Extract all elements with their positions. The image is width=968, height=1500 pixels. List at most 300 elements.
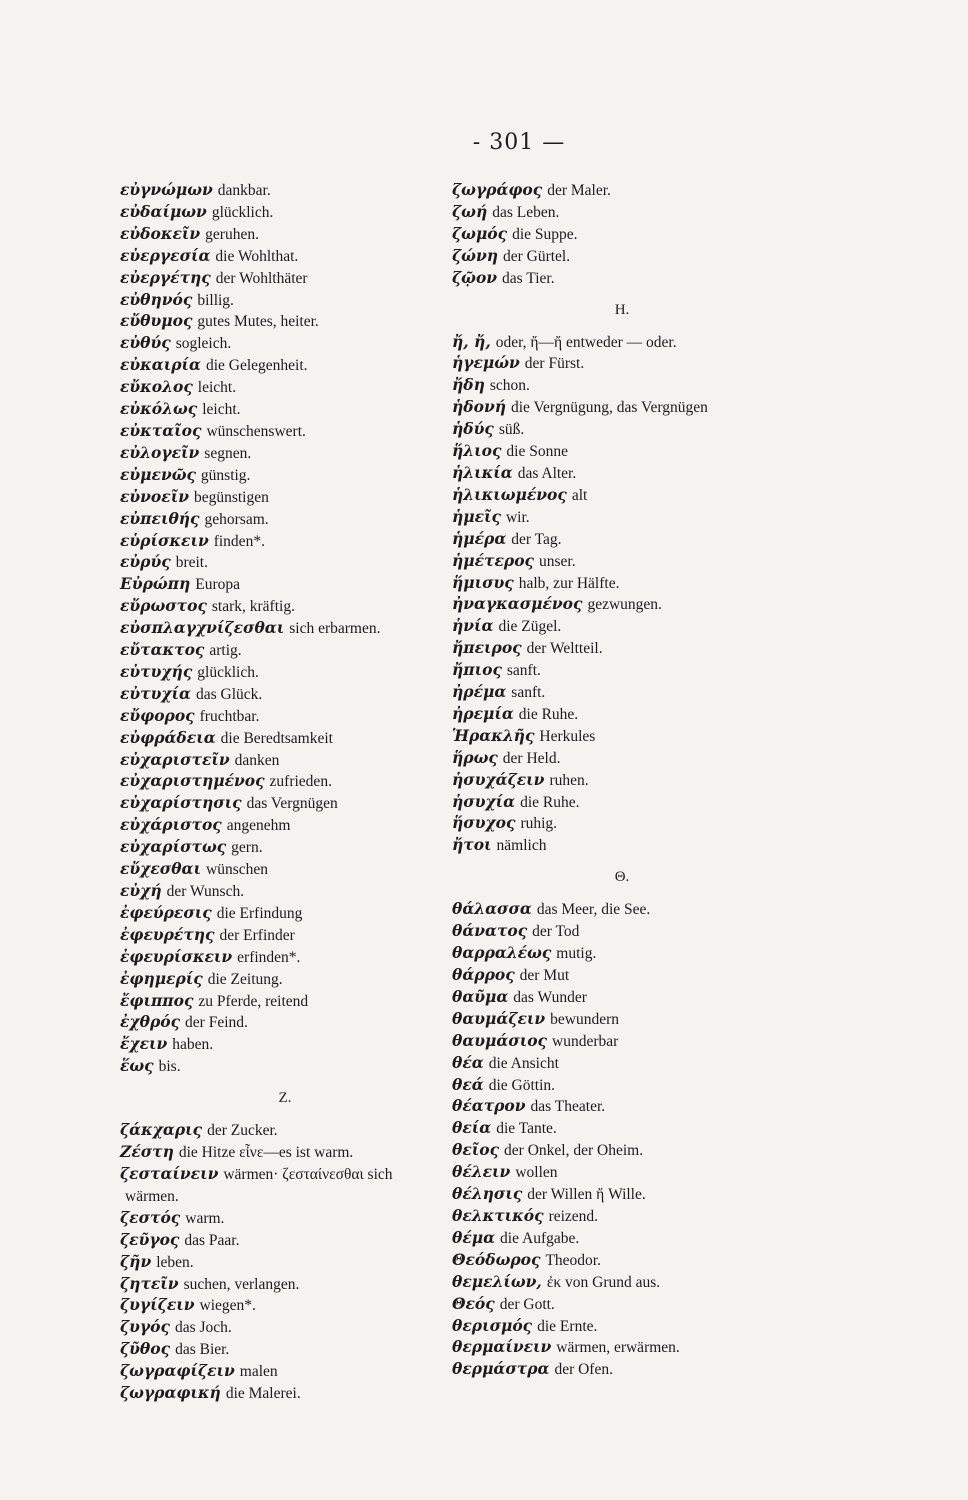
german-translation: der Ofen. — [554, 1361, 613, 1379]
greek-term: Θεός — [452, 1293, 495, 1313]
german-translation: ruhig. — [520, 815, 558, 833]
dictionary-entry — [452, 507, 792, 529]
greek-term: εὐχή — [120, 881, 162, 900]
dictionary-entry — [452, 246, 792, 268]
greek-term: εὐκταῖος — [120, 420, 202, 440]
greek-term: εὔχεσθαι — [120, 859, 201, 879]
dictionary-entry — [120, 618, 450, 640]
dictionary-entry — [452, 224, 792, 246]
greek-term: ἡσυχάζειν — [452, 769, 545, 789]
greek-term: θαρραλέως — [452, 943, 552, 963]
german-translation: der Gürtel. — [502, 247, 571, 265]
german-translation: leicht. — [197, 379, 237, 397]
dictionary-entry — [120, 771, 450, 793]
german-translation: die Beredtsamkeit — [220, 729, 333, 747]
german-translation: die Hitze εἶνε—es ist warm. — [178, 1144, 354, 1162]
dictionary-entry — [120, 815, 450, 837]
german-translation: angenehm — [226, 817, 291, 835]
entry-list — [452, 899, 792, 1381]
dictionary-entry — [120, 290, 450, 312]
greek-term: ἤδη — [452, 375, 485, 395]
dictionary-entry — [452, 268, 792, 290]
german-translation: segnen. — [204, 444, 252, 462]
greek-term: εὐχαριστεῖν — [120, 749, 230, 769]
german-translation: die Ansicht — [488, 1054, 559, 1072]
greek-term: εὐμενῶς — [120, 464, 196, 484]
greek-term: ζώνη — [452, 245, 498, 265]
dictionary-entry — [120, 1383, 450, 1405]
greek-term: εὔθυμος — [120, 311, 193, 331]
german-translation: günstig. — [200, 466, 251, 484]
german-translation: gutes Mutes, heiter. — [197, 313, 319, 331]
greek-term: ἡσυχία — [452, 791, 516, 811]
dictionary-entry — [120, 399, 450, 421]
german-translation: das Meer, die See. — [536, 901, 651, 919]
greek-term: ζητεῖν — [120, 1273, 179, 1293]
german-translation: die Aufgabe. — [500, 1229, 580, 1247]
german-translation: billig. — [197, 291, 234, 309]
greek-term: ἔχειν — [120, 1034, 168, 1054]
dictionary-entry — [452, 1228, 792, 1250]
german-translation: die Sonne — [506, 443, 568, 461]
german-translation: die Zeitung. — [207, 970, 283, 988]
german-translation: wiegen*. — [199, 1297, 256, 1315]
german-translation: das Leben. — [492, 203, 560, 221]
greek-term: εὐθύς — [120, 333, 171, 353]
dictionary-entry — [452, 835, 792, 857]
greek-term: εὐτυχής — [120, 661, 193, 681]
greek-term: θάρρος — [452, 965, 515, 984]
dictionary-entry — [120, 1339, 450, 1361]
greek-term: Θεόδωρος — [452, 1249, 541, 1269]
german-translation: breit. — [175, 554, 208, 572]
greek-term: εὐχαρίστως — [120, 837, 227, 857]
dictionary-entry — [452, 1075, 792, 1097]
german-translation: schon. — [489, 377, 530, 395]
german-translation: stark, kräftig. — [211, 598, 295, 616]
dictionary-entry — [120, 1012, 450, 1034]
dictionary-entry — [452, 987, 792, 1009]
greek-term: θαυμάσιος — [452, 1030, 547, 1050]
greek-term: ζωγράφος — [452, 180, 543, 199]
greek-term: ζεῦγος — [120, 1229, 180, 1249]
greek-term: εὐδαίμων — [120, 201, 207, 221]
dictionary-entry — [452, 594, 792, 616]
greek-term: θερμαίνειν — [452, 1337, 552, 1357]
dictionary-entry — [120, 1186, 450, 1208]
greek-term: ἤπειρος — [452, 638, 522, 658]
german-translation: die Gelegenheit. — [205, 357, 308, 375]
greek-term: ζῷον — [452, 267, 498, 287]
dictionary-entry — [120, 552, 450, 574]
greek-term: εὔρωστος — [120, 596, 207, 616]
entry-list — [120, 180, 450, 1078]
german-translation: ruhen. — [549, 771, 589, 789]
greek-term: ἥσυχος — [452, 813, 516, 833]
german-translation: Theodor. — [545, 1251, 601, 1269]
greek-term: εὐκαιρία — [120, 355, 201, 375]
section-heading-h: H. — [614, 301, 630, 318]
dictionary-entry — [120, 728, 450, 750]
dictionary-entry — [120, 1274, 450, 1296]
dictionary-entry — [120, 991, 450, 1013]
german-translation: sogleich. — [175, 335, 232, 353]
german-translation: erfinden*. — [237, 948, 301, 966]
dictionary-entry — [452, 202, 792, 224]
german-translation: die Tante. — [496, 1120, 557, 1138]
german-translation: die Ruhe. — [520, 793, 580, 811]
greek-term: εὔκολος — [120, 377, 193, 397]
dictionary-entry — [120, 1142, 450, 1164]
section-heading-theta: Θ. — [614, 869, 630, 886]
greek-term: θερισμός — [452, 1315, 533, 1335]
dictionary-entry — [120, 859, 450, 881]
german-translation: das Theater. — [530, 1098, 606, 1116]
dictionary-entry — [452, 965, 792, 987]
german-translation: fruchtbar. — [199, 707, 260, 725]
dictionary-entry — [120, 574, 450, 596]
dictionary-entry — [452, 682, 792, 704]
dictionary-entry — [452, 1294, 792, 1316]
dictionary-entry — [120, 640, 450, 662]
greek-term: ἡγεμών — [452, 353, 520, 373]
dictionary-entry — [452, 1337, 792, 1359]
dictionary-entry — [120, 969, 450, 991]
dictionary-entry — [452, 1316, 792, 1338]
german-translation: wunderbar — [552, 1032, 619, 1050]
german-translation: der Feind. — [185, 1014, 248, 1032]
dictionary-entry — [120, 377, 450, 399]
dictionary-entry — [452, 1184, 792, 1206]
greek-term: θεῖος — [452, 1140, 500, 1160]
german-translation: der Onkel, der Oheim. — [504, 1142, 644, 1160]
german-translation: wünschen — [206, 861, 268, 879]
dictionary-entry — [452, 419, 792, 441]
german-translation: die Zügel. — [498, 618, 562, 636]
dictionary-entry — [452, 792, 792, 814]
greek-term: θαῦμα — [452, 986, 509, 1006]
greek-term: ἡνία — [452, 616, 494, 636]
greek-term: ζωγραφίζειν — [120, 1361, 235, 1381]
german-translation: der Weltteil. — [526, 640, 603, 658]
dictionary-entry — [452, 726, 792, 748]
greek-term: ἥμισυς — [452, 572, 514, 592]
dictionary-entry — [452, 813, 792, 835]
greek-term: ζωγραφική — [120, 1383, 221, 1403]
german-translation: leben. — [156, 1253, 194, 1271]
greek-term: ἡδονή — [452, 397, 506, 417]
right-column — [452, 180, 792, 1381]
german-translation: bis. — [158, 1058, 181, 1076]
german-translation: glücklich. — [211, 203, 274, 221]
entry-list — [452, 180, 792, 290]
german-translation: der Erfinder — [219, 926, 295, 944]
greek-term: ἥλιος — [452, 441, 502, 461]
dictionary-entry — [120, 355, 450, 377]
dictionary-entry — [452, 899, 792, 921]
greek-term: εὐδοκεῖν — [120, 223, 201, 243]
german-translation: das Joch. — [174, 1319, 232, 1337]
greek-term: εὐεργέτης — [120, 267, 211, 287]
dictionary-entry — [120, 706, 450, 728]
german-translation: zufrieden. — [269, 773, 332, 791]
dictionary-entry — [120, 1252, 450, 1274]
german-translation: das Wunder — [513, 988, 587, 1006]
dictionary-entry — [120, 684, 450, 706]
dictionary-entry — [120, 443, 450, 465]
greek-term: θέατρον — [452, 1096, 526, 1116]
dictionary-entry — [452, 485, 792, 507]
german-translation: zu Pferde, reitend — [198, 992, 309, 1010]
dictionary-entry — [120, 487, 450, 509]
dictionary-entry — [452, 573, 792, 595]
german-translation: leicht. — [202, 401, 241, 419]
greek-term: εὐφράδεια — [120, 727, 216, 747]
greek-term: θάλασσα — [452, 899, 532, 919]
german-translation: bewundern — [550, 1010, 620, 1028]
dictionary-entry — [120, 311, 450, 333]
german-translation: die Wohlthat. — [215, 247, 299, 265]
left-column — [120, 180, 450, 1405]
greek-term: ἐφεύρεσις — [120, 902, 212, 922]
dictionary-entry — [120, 596, 450, 618]
dictionary-entry — [452, 1140, 792, 1162]
greek-term: εὐγνώμων — [120, 180, 213, 199]
dictionary-entry — [452, 1162, 792, 1184]
german-translation: gehorsam. — [204, 510, 269, 528]
dictionary-entry — [452, 1250, 792, 1272]
german-translation: die Erfindung — [216, 904, 303, 922]
greek-term: θέλειν — [452, 1162, 511, 1182]
german-translation: suchen, verlangen. — [183, 1275, 300, 1293]
greek-term: ζεστός — [120, 1207, 181, 1227]
greek-term: θελκτικός — [452, 1205, 544, 1225]
dictionary-entry — [452, 1118, 792, 1140]
german-translation: wärmen· ζεσταίνεσθαι sich — [223, 1165, 393, 1183]
german-translation: der Willen ἤ Wille. — [527, 1186, 646, 1204]
dictionary-entry — [452, 921, 792, 943]
dictionary-entry — [120, 1034, 450, 1056]
german-translation: der Zucker. — [207, 1122, 278, 1140]
dictionary-entry — [120, 224, 450, 246]
dictionary-entry — [120, 1120, 450, 1142]
dictionary-entry — [452, 332, 792, 354]
german-translation: Europa — [195, 576, 241, 594]
greek-term: ἡμέρα — [452, 528, 507, 548]
german-translation: wir. — [505, 508, 530, 526]
dictionary-entry — [452, 660, 792, 682]
dictionary-entry — [120, 202, 450, 224]
german-translation: das Bier. — [175, 1341, 230, 1359]
greek-term: ἐχθρός — [120, 1012, 181, 1032]
dictionary-entry — [120, 1295, 450, 1317]
german-translation: die Vergnügung, das Vergnügen — [510, 399, 708, 417]
dictionary-entry — [452, 704, 792, 726]
german-translation: begünstigen — [193, 488, 269, 506]
dictionary-entry — [120, 1208, 450, 1230]
dictionary-entry — [120, 750, 450, 772]
greek-term: εὐχαρίστησις — [120, 793, 242, 813]
german-translation: sanft. — [506, 662, 541, 680]
german-translation: gezwungen. — [587, 596, 662, 614]
page-number: - 301 — — [472, 130, 566, 155]
entry-list — [452, 332, 792, 858]
german-translation: nämlich — [496, 837, 547, 855]
greek-term: εὐνοεῖν — [120, 486, 189, 506]
greek-term: ἠρέμα — [452, 682, 507, 702]
dictionary-entry — [452, 353, 792, 375]
german-translation: oder, ἤ—ἤ entweder — oder. — [495, 333, 677, 351]
german-translation: die Göttin. — [488, 1076, 556, 1094]
greek-term: ἠναγκασμένος — [452, 594, 583, 614]
dictionary-entry — [452, 943, 792, 965]
greek-term: ἠρεμία — [452, 703, 514, 723]
german-translation: haben. — [172, 1036, 214, 1054]
dictionary-entry — [452, 1053, 792, 1075]
german-translation: mutig. — [556, 945, 597, 963]
german-translation: wollen — [515, 1164, 558, 1182]
german-translation: geruhen. — [205, 225, 259, 243]
dictionary-entry — [452, 748, 792, 770]
greek-term: ἤπιος — [452, 660, 502, 680]
german-translation: unser. — [538, 552, 576, 570]
greek-term: ἥρως — [452, 747, 498, 767]
dictionary-entry — [452, 770, 792, 792]
greek-term: ἐφευρέτης — [120, 924, 215, 944]
german-translation: malen — [239, 1363, 278, 1381]
dictionary-entry — [452, 1359, 792, 1381]
greek-term: εὔφορος — [120, 705, 195, 725]
dictionary-entry — [120, 947, 450, 969]
greek-term: ἤ, ἤ, — [452, 331, 491, 351]
german-translation: der Wunsch. — [166, 883, 245, 900]
dictionary-entry — [452, 1096, 792, 1118]
greek-term: εὐρύς — [120, 552, 171, 572]
dictionary-entry — [452, 1206, 792, 1228]
dictionary-entry — [452, 463, 792, 485]
dictionary-entry — [452, 1272, 792, 1294]
dictionary-entry — [120, 793, 450, 815]
dictionary-entry — [452, 397, 792, 419]
german-translation: die Malerei. — [225, 1385, 301, 1403]
greek-term: θεμελίων, — [452, 1271, 542, 1291]
dictionary-entry — [120, 1164, 450, 1186]
dictionary-entry — [120, 881, 450, 903]
german-translation: warm. — [185, 1209, 225, 1227]
dictionary-entry — [120, 465, 450, 487]
greek-term: θεία — [452, 1118, 492, 1138]
greek-term: εὑρίσκειν — [120, 530, 209, 550]
german-translation: der Mut — [519, 967, 570, 984]
dictionary-entry — [452, 529, 792, 551]
greek-term: Ἡρακλῆς — [452, 725, 535, 745]
dictionary-entry — [120, 1056, 450, 1078]
greek-term: εὐχάριστος — [120, 815, 222, 835]
german-translation: wünschenswert. — [206, 422, 306, 440]
german-translation: der Held. — [502, 749, 561, 767]
greek-term: ζάκχαρις — [120, 1120, 203, 1140]
german-translation: der Wohlthäter — [215, 269, 308, 287]
greek-term: εὐσπλαγχνίζεσθαι — [120, 618, 285, 638]
greek-term: εὔτακτος — [120, 640, 205, 660]
dictionary-entry — [120, 333, 450, 355]
greek-term: ἡλικία — [452, 462, 513, 482]
german-translation: süß. — [498, 421, 525, 439]
dictionary-entry — [452, 638, 792, 660]
section-heading-z: Z. — [278, 1090, 292, 1107]
greek-term: ἡλικιωμένος — [452, 484, 567, 504]
german-translation: reizend. — [548, 1207, 599, 1225]
greek-term: θάνατος — [452, 921, 528, 941]
greek-term: ζῦθος — [120, 1339, 171, 1359]
german-translation: der Maler. — [547, 182, 611, 199]
german-translation: das Tier. — [502, 269, 555, 287]
german-translation: artig. — [209, 642, 242, 660]
german-translation: der Tag. — [511, 530, 562, 548]
german-translation: die Suppe. — [512, 225, 578, 243]
greek-term: εὐεργεσία — [120, 245, 211, 265]
dictionary-entry — [120, 531, 450, 553]
greek-term: θεά — [452, 1074, 484, 1094]
dictionary-entry — [120, 421, 450, 443]
greek-term: εὐλογεῖν — [120, 442, 200, 462]
dictionary-entry — [120, 837, 450, 859]
greek-term: θέλησις — [452, 1184, 523, 1204]
greek-term: εὐκόλως — [120, 399, 198, 419]
dictionary-entry — [120, 925, 450, 947]
greek-term: ἡδύς — [452, 419, 494, 439]
greek-term: ζῆν — [120, 1251, 152, 1271]
greek-term: ζεσταίνειν — [120, 1163, 219, 1183]
dictionary-entry — [120, 903, 450, 925]
dictionary-entry — [120, 268, 450, 290]
german-translation: halb, zur Hälfte. — [518, 574, 620, 592]
greek-term: θερμάστρα — [452, 1359, 550, 1379]
greek-term: θαυμάζειν — [452, 1008, 546, 1028]
german-translation: finden*. — [213, 532, 265, 550]
dictionary-entry — [452, 551, 792, 573]
german-translation: glücklich. — [197, 663, 259, 681]
dictionary-entry — [452, 441, 792, 463]
greek-term: Εὐρώπη — [120, 574, 191, 594]
greek-term: εὐθηνός — [120, 289, 193, 309]
dictionary-entry — [452, 1031, 792, 1053]
dictionary-entry — [452, 616, 792, 638]
german-translation: alt — [571, 486, 588, 504]
german-translation: wärmen. — [125, 1187, 179, 1205]
greek-term: εὐτυχία — [120, 683, 191, 703]
dictionary-entry — [120, 1361, 450, 1383]
greek-term: ἡμεῖς — [452, 506, 501, 526]
dictionary-entry — [120, 1317, 450, 1339]
german-translation: sich erbarmen. — [289, 620, 381, 638]
german-translation: das Glück. — [195, 685, 263, 703]
german-translation: das Vergnügen — [246, 795, 338, 813]
dictionary-entry — [120, 1230, 450, 1252]
greek-term: ζυγός — [120, 1317, 170, 1337]
german-translation: das Alter. — [517, 464, 577, 482]
dictionary-entry — [120, 180, 450, 202]
greek-term: εὐχαριστημένος — [120, 771, 265, 791]
german-translation: danken — [234, 751, 280, 769]
german-translation: dankbar. — [217, 182, 271, 199]
greek-term: εὐπειθής — [120, 508, 200, 528]
dictionary-entry — [120, 662, 450, 684]
german-translation: das Paar. — [184, 1231, 240, 1249]
german-translation: der Tod — [532, 923, 580, 941]
german-translation: wärmen, erwärmen. — [556, 1339, 680, 1357]
greek-term: ζωμός — [452, 223, 508, 243]
